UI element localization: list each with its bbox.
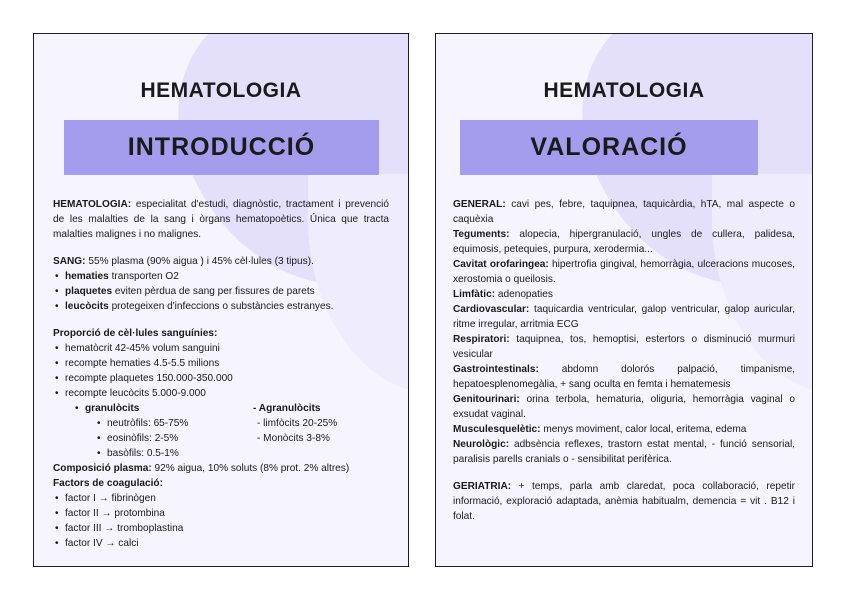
entry: [453, 422, 795, 437]
list-item: • basòfils: 0.5-1%: [95, 446, 253, 461]
entry: [453, 362, 795, 392]
section-title: [53, 326, 389, 341]
term: Musculesquelètic:: [453, 424, 541, 435]
term: Proporció de cèl·lules sanguínies:: [53, 328, 218, 339]
term: GERIATRIA:: [453, 481, 512, 492]
list-item: • factor III → tromboplastina: [53, 521, 389, 536]
definition: alopecia, hipergranulació, ungles de cullera, palidesa, equimosis, petequies, purpura, xerodermia...: [453, 229, 795, 255]
list-item: • eosinòfils: 2-5%: [95, 431, 253, 446]
definition: transporten O2: [108, 271, 179, 282]
list-item: • factor II → protombina: [53, 506, 389, 521]
definition: + temps, parla amb claredat, poca collaboració, repetir informació, exploració adaptada, anèmia habitualm, demencia = vit . B12 i folat.: [453, 481, 795, 522]
entry: [453, 392, 795, 422]
list-item: [53, 299, 389, 314]
list-item: • recompte hematies 4.5-5.5 milions: [53, 356, 389, 371]
valoracio-card: [435, 33, 813, 567]
term: Cavitat orofaringea:: [453, 259, 549, 270]
coag-list: [53, 491, 389, 551]
definition: eviten pèrdua de sang per fissures de parets: [112, 286, 315, 297]
term: Factors de coagulació:: [53, 478, 163, 489]
definition: orina terbola, hematuria, oliguria, hemorràgia vaginal o exsudat vaginal.: [453, 394, 795, 420]
introduccio-card: [33, 33, 409, 567]
definition: taquicardia ventricular, galop ventricular, galop auricular, ritme irregular, arritmia ECG: [453, 304, 795, 330]
term: Respiratori:: [453, 334, 510, 345]
entry: [453, 332, 795, 362]
term: GENERAL:: [453, 199, 506, 210]
list-item: • hematòcrit 42-45% volum sanguini: [53, 341, 389, 356]
term: Genitourinari:: [453, 394, 520, 405]
entry: [453, 197, 795, 227]
definition: protegeixen d'infeccions o substàncies estranyes.: [108, 301, 334, 312]
entry: [453, 437, 795, 467]
term: leucòcits: [65, 301, 109, 312]
agranulocits-column: [253, 401, 383, 461]
term: Cardiovascular:: [453, 304, 530, 315]
section-title: [53, 476, 389, 491]
intro-paragraph: [53, 197, 389, 242]
list-item: • recompte leucòcits 5.000-9.000: [53, 386, 389, 401]
entry: [453, 302, 795, 332]
plasma-paragraph: [53, 461, 389, 476]
list-item: [73, 401, 253, 416]
list-item: - Monòcits 3-8%: [257, 433, 330, 444]
card-body: [53, 197, 389, 551]
granulocits-column: [53, 401, 253, 461]
entry: [453, 257, 795, 287]
entry: [453, 287, 795, 302]
list-item: • factor I → fibrinògen: [53, 491, 389, 506]
entry: [453, 227, 795, 257]
definition: hipertrofia gingival, hemorràgia, ulceracions mucoses, xerostomia o queilosis.: [453, 259, 795, 285]
term: Neurològic:: [453, 439, 510, 450]
sang-paragraph: [53, 254, 389, 269]
definition: adenopaties: [495, 289, 553, 300]
card-banner: VALORACIÓ: [460, 120, 758, 175]
list-item: [53, 284, 389, 299]
list-item: [53, 269, 389, 284]
list-item: - limfòcits 20-25%: [257, 418, 338, 429]
term: plaquetes: [65, 286, 113, 297]
card-banner: INTRODUCCIÓ: [64, 120, 379, 175]
term: - Agranulòcits: [253, 403, 321, 414]
term: SANG:: [53, 256, 86, 267]
card-heading: HEMATOLOGIA: [543, 79, 705, 102]
definition: especialitat d'estudi, diagnòstic, tractament i prevenció de les malalties de la sang i òrgans hematopoètics. Única que tracta malalties malignes i no malignes.: [53, 199, 389, 240]
definition: adbsència reflexes, trastorn estat mental, - funció sensorial, paralisis parells cranials o - sensibilitat perifèrica.: [453, 439, 795, 465]
card-body: [453, 197, 795, 524]
definition: taquipnea, tos, hemoptisi, estertors o disminució murmuri vesicular: [453, 334, 795, 360]
cell-types-list: [53, 269, 389, 314]
term: granulòcits: [85, 403, 140, 414]
leukocyte-columns: [53, 401, 389, 461]
definition: abdomn dolorós palpació, timpanisme, hepatoesplenomegàlia, + sang oculta en femta i hematemesis: [453, 364, 795, 390]
definition: 92% aigua, 10% soluts (8% prot. 2% altres): [151, 463, 350, 474]
geriatria-paragraph: [453, 479, 795, 524]
term: Teguments:: [453, 229, 510, 240]
proporcio-list: [53, 341, 389, 401]
definition: menys moviment, calor local, eritema, edema: [540, 424, 747, 435]
term: Gastrointestinals:: [453, 364, 539, 375]
term: Composició plasma:: [53, 463, 152, 474]
list-item: • recompte plaquetes 150.000-350.000: [53, 371, 389, 386]
card-heading: HEMATOLOGIA: [140, 79, 302, 102]
list-item: • neutròfils: 65-75%: [95, 416, 253, 431]
term: Limfàtic:: [453, 289, 496, 300]
term: HEMATOLOGIA:: [53, 199, 132, 210]
definition: 55% plasma (90% aigua ) i 45% cèl·lules (3 tipus).: [85, 256, 314, 267]
list-item: • factor IV → calci: [53, 536, 389, 551]
term: hematies: [65, 271, 109, 282]
definition: cavi pes, febre, taquipnea, taquicàrdia, hTA, mal aspecte o caquèxia: [453, 199, 795, 225]
